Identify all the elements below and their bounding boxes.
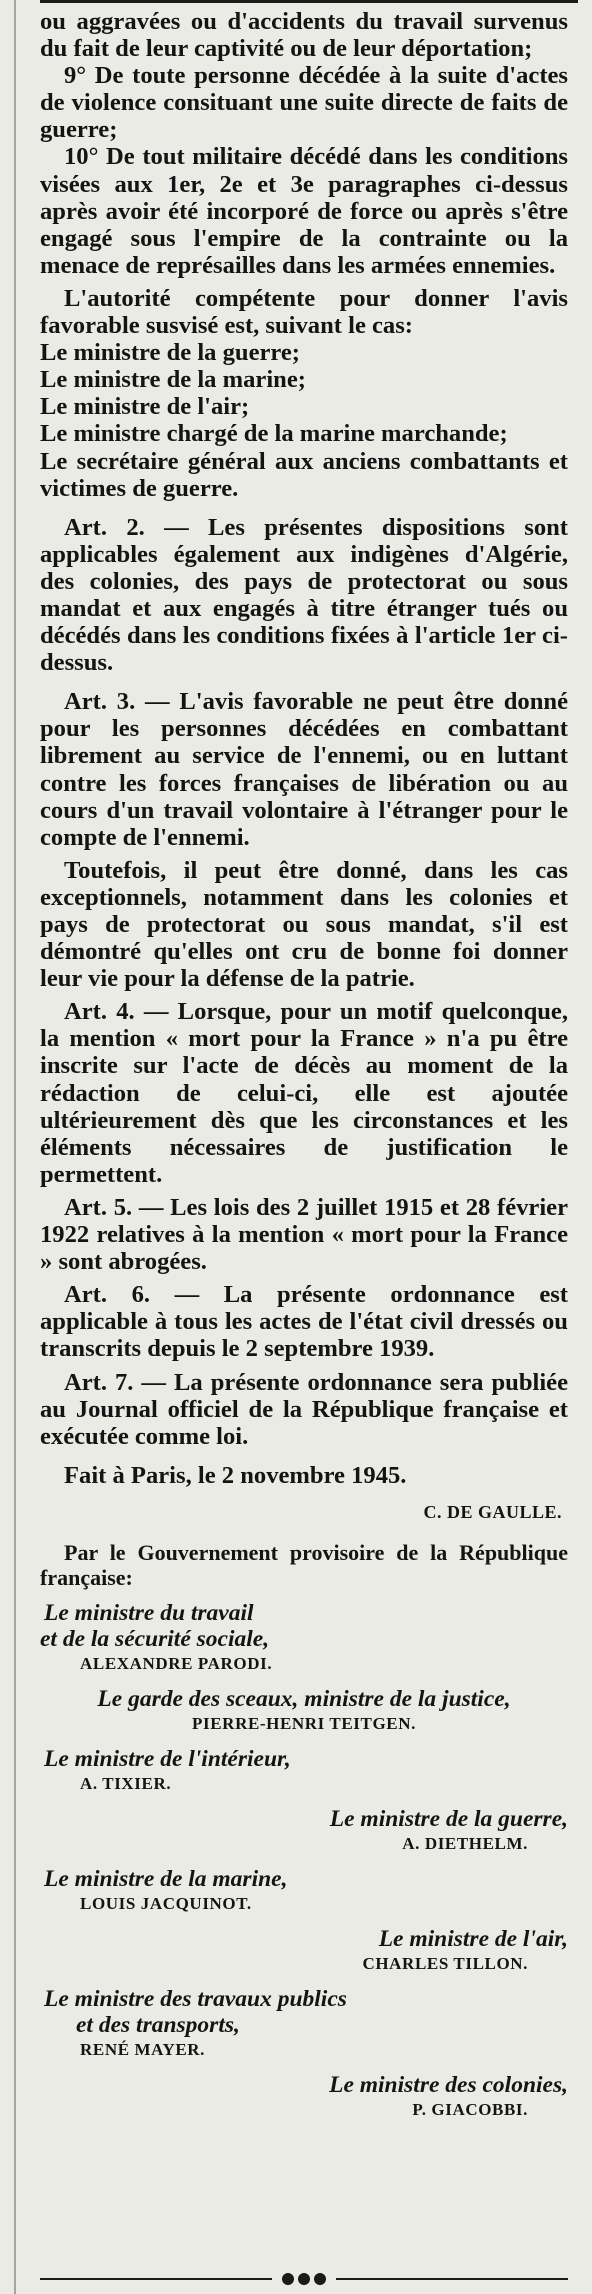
head-of-government-signature: C. DE GAULLE. <box>423 1501 562 1522</box>
signatory-role: Le ministre des travaux publics <box>44 1985 347 2012</box>
article-2: Art. 2. — Les présentes dispositions sont applicables également aux indigènes d'Algérie, des colonies, des pays de protectorat ou sous mandat et aux engagés à titre étranger tués ou décédés dans les conditions fixées à l'article 1er ci-dessus. <box>40 513 568 677</box>
done-at: Fait à Paris, le 2 novembre 1945. <box>64 1461 407 1489</box>
signatory-navy <box>40 1866 568 1916</box>
signatory-war <box>40 1806 568 1856</box>
signatory-name: A. DIETHELM. <box>402 1833 528 1853</box>
column-separator <box>14 0 16 2294</box>
signatory-role: et de la sécurité sociale, <box>40 1625 270 1652</box>
authority-intro: L'autorité compétente pour donner l'avis favorable susvisé est, suivant le cas: <box>40 284 568 340</box>
signatory-interior <box>40 1746 568 1796</box>
signatory-name: ALEXANDRE PARODI. <box>80 1653 273 1673</box>
lead-item-9: 9° De toute personne décédée à la suite d'actes de violence consituant une suite directe de faits de guerre; <box>40 62 568 144</box>
authority-item: Le secrétaire général aux anciens combattants et victimes de guerre. <box>40 447 568 502</box>
ornament-dot <box>314 2273 326 2285</box>
signatory-role: Le ministre du travail <box>44 1599 254 1626</box>
authority-item: Le ministre de l'air; <box>40 393 250 421</box>
signatory-justice <box>40 1686 568 1736</box>
signatory-labor <box>40 1600 568 1676</box>
closing-ornament <box>40 2272 568 2286</box>
signatory-name: CHARLES TILLON. <box>362 1953 528 1973</box>
signatory-role: Le ministre de l'air, <box>378 1925 568 1952</box>
signatory-air <box>40 1926 568 1976</box>
lead-item-10: 10° De tout militaire décédé dans les conditions visées aux 1er, 2e et 3e paragraphes ci-dessus après avoir été incorporé de force ou après s'être engagé sous l'empire de la contrainte ou la menace de représailles dans les armées ennemies. <box>40 143 568 279</box>
authority-item: Le ministre chargé de la marine marchande; <box>40 420 508 448</box>
signatory-role: Le garde des sceaux, ministre de la justice, <box>97 1685 511 1712</box>
signatory-colonies <box>40 2072 568 2122</box>
signatory-name: RENÉ MAYER. <box>80 2039 205 2059</box>
ordinance-text <box>40 8 568 1590</box>
signatory-name: A. TIXIER. <box>80 1773 172 1793</box>
signatory-role: Le ministre de la marine, <box>44 1865 288 1892</box>
signatory-role: Le ministre de la guerre, <box>329 1805 568 1832</box>
signatory-name: LOUIS JACQUINOT. <box>80 1893 252 1913</box>
signatory-role: Le ministre des colonies, <box>329 2071 568 2098</box>
signatory-role: Le ministre de l'intérieur, <box>44 1745 291 1772</box>
lead-paragraph: ou aggravées ou d'accidents du travail survenus du fait de leur captivité ou de leur déportation; <box>40 8 568 63</box>
ornament-line <box>336 2278 568 2280</box>
ornament-dot <box>298 2273 310 2285</box>
ornament-line <box>40 2278 272 2280</box>
signatory-name: PIERRE-HENRI TEITGEN. <box>192 1713 416 1733</box>
article-6: Art. 6. — La présente ordonnance est applicable à tous les actes de l'état civil dressés ou transcrits depuis le 2 septembre 1939. <box>40 1281 568 1363</box>
article-7: Art. 7. — La présente ordonnance sera publiée au Journal officiel de la République française et exécutée comme loi. <box>40 1368 568 1450</box>
top-rule <box>40 0 578 3</box>
ornament-dot <box>282 2273 294 2285</box>
signatory-public-works <box>40 1986 568 2062</box>
signatory-role: et des transports, <box>76 2011 240 2038</box>
authority-item: Le ministre de la guerre; <box>40 339 300 367</box>
signatory-name: P. GIACOBBI. <box>412 2099 528 2119</box>
authority-item: Le ministre de la marine; <box>40 366 306 394</box>
article-4: Art. 4. — Lorsque, pour un motif quelconque, la mention « mort pour la France » n'a pu être inscrite sur l'acte de décès au moment de la rédaction de celui-ci, elle est ajoutée ultérieurement dès que les circonstances et les éléments nécessaires de justification le permettent. <box>40 998 568 1188</box>
article-5: Art. 5. — Les lois des 2 juillet 1915 et 28 février 1922 relatives à la mention « mort pour la France » sont abrogées. <box>40 1193 568 1276</box>
article-3: Art. 3. — L'avis favorable ne peut être donné pour les personnes décédées en combattant librement au service de l'ennemi, ou en luttant contre les forces françaises de libération ou au cours d'un travail volontaire à l'étranger pour le compte de l'ennemi. <box>40 688 568 851</box>
article-3-exception: Toutefois, il peut être donné, dans les cas exceptionnels, notamment dans les colonies et pays de protectorat ou sous mandat, s'il est démontré qu'elles ont cru de bonne foi donner leur vie pour la défense de la patrie. <box>40 856 568 993</box>
government-line: Par le Gouvernement provisoire de la République française: <box>40 1539 568 1590</box>
